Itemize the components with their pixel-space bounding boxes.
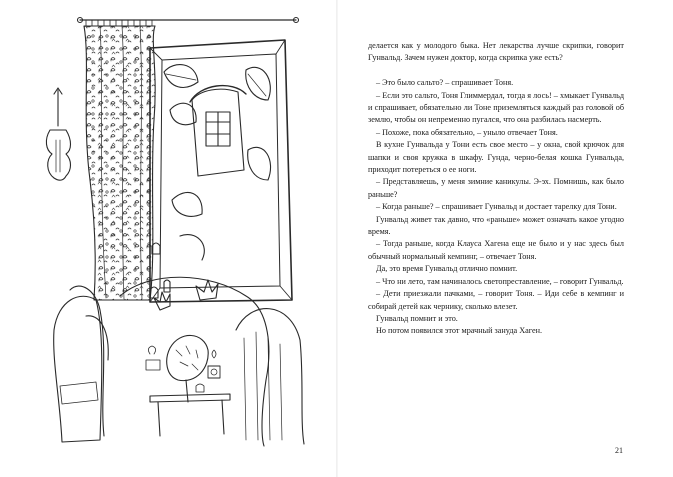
plant-leaves xyxy=(164,65,271,260)
page-number: 21 xyxy=(615,446,623,455)
paragraph: В кухне Гунвальда у Тони есть свое место – у окна, свой крючок для шапки и своя кружка в шкафу. Гунда, черно-белая кошка Гунвальда, приходит потереться о ее ноги. xyxy=(368,140,624,175)
paragraph: – Тогда раньше, когда Клауса Хагена еще не было и у нас здесь был обычный нормальный кемпинг, – отвечает Тоня. xyxy=(368,239,624,261)
paragraph: делается как у молодого быка. Нет лекарства лучше скрипки, говорит Гунвальд. Зачем нужен доктор, когда скрипка уже есть? xyxy=(368,41,624,63)
paragraph: – Дети приезжали пачками, – говорит Тоня. – Иди себе в кемпинг и собирай детей как чернику, сколько влезет. xyxy=(368,289,624,311)
story-text xyxy=(368,40,624,338)
moose-kitchen-scene xyxy=(54,277,304,446)
paragraph: Гунвальд живет так давно, что «раньше» может означать какое угодно время. xyxy=(368,214,624,237)
paragraph: Но потом появился этот мрачный зануда Хаген. xyxy=(376,326,543,336)
paragraph: Да, это время Гунвальд отлично помнит. xyxy=(376,264,518,274)
paragraph: Гунвальд помнит и это. xyxy=(376,313,458,323)
house-outside-window xyxy=(190,86,246,176)
violin-on-wall xyxy=(46,88,70,180)
line-drawing-illustration xyxy=(0,0,336,477)
paragraph: – Представляешь, у меня зимние каникулы. Э-эх. Помнишь, как было раньше? xyxy=(368,177,624,199)
paragraph: – Когда раньше? – спрашивает Гунвальд и достает тарелку для Тони. xyxy=(376,202,617,212)
right-page-text xyxy=(338,0,673,477)
paragraph: – Это было сальто? – спрашивает Тоня. xyxy=(376,78,514,88)
curtain-rod xyxy=(78,18,299,27)
paragraph: – Похоже, пока обязательно, – уныло отвечает Тоня. xyxy=(376,127,558,137)
left-page-illustration xyxy=(0,0,336,477)
paragraph: – Если это сальто, Тоня Глиммердал, тогда я лось! – хмыкает Гунвальд и спрашивает, обязательно ли Тоне приземляться каждый раз головой об землю, чтобы он непременно пугался, что она разбилась насмерть. xyxy=(368,90,624,125)
paragraph: – Что ни лето, там начиналось светопреставление, – говорит Гунвальд. xyxy=(376,276,624,286)
patterned-curtain xyxy=(84,26,155,300)
